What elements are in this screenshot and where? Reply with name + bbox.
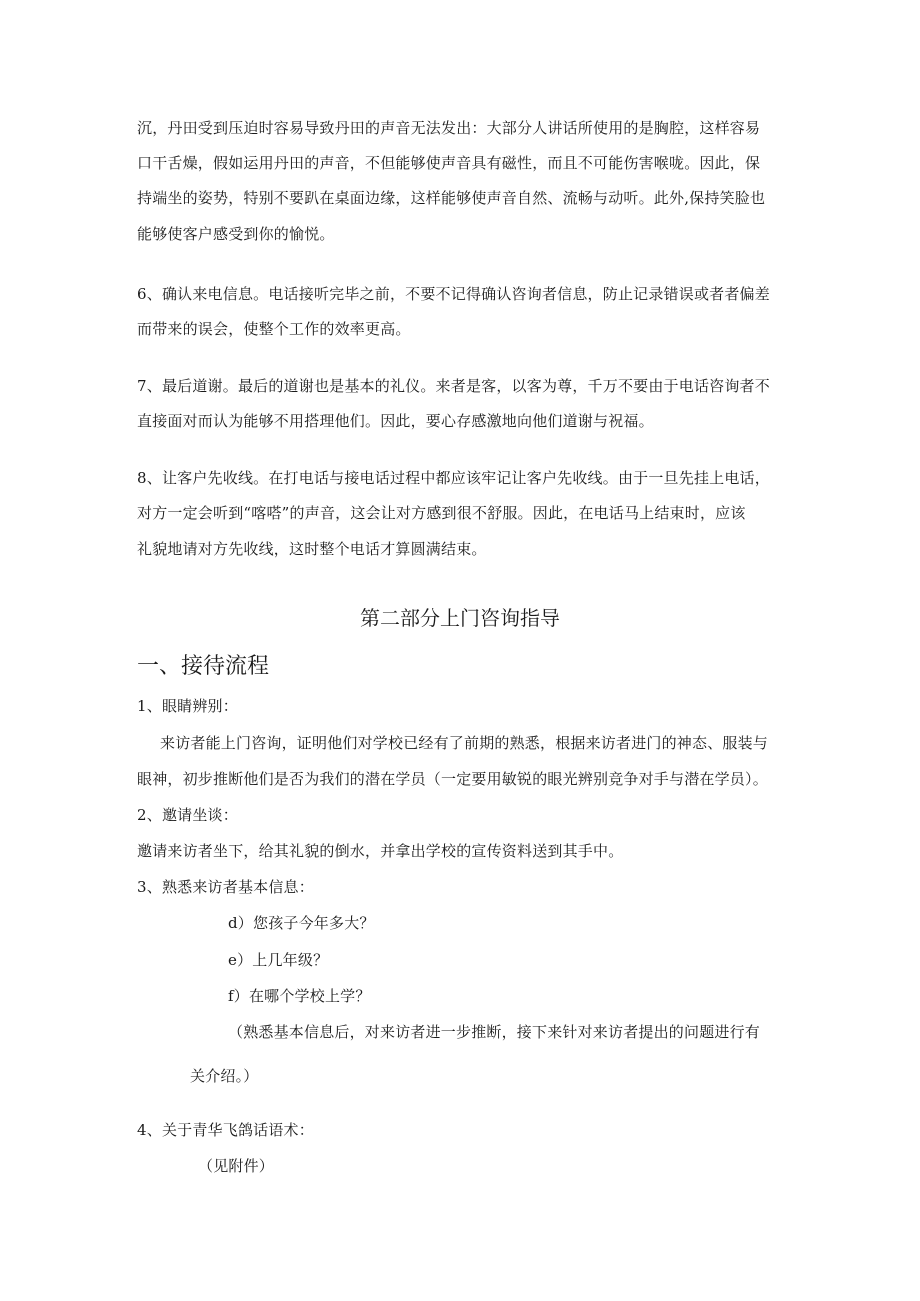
- section-title: 第二部分上门咨询指导: [360, 606, 560, 630]
- item-8-line: 对方一定会听到“喀嗒”的声音，这会让对方感到很不舒服。因此，在电话马上结束时，应该: [137, 504, 746, 522]
- step-4-label: 4、关于青华飞鸽话语术：: [137, 1121, 314, 1139]
- step-1-text: 眼神，初步推断他们是否为我们的潜在学员（一定要用敏锐的眼光辨别竞争对手与潜在学员）。: [137, 770, 768, 788]
- item-8-line: 礼貌地请对方先收线，这时整个电话才算圆满结束。: [137, 540, 487, 558]
- step-3-label: 3、熟悉来访者基本信息：: [137, 878, 314, 896]
- question-item: e）上几年级？: [228, 951, 329, 969]
- item-6-line: 6、确认来电信息。电话接听完毕之前，不要不记得确认咨询者信息，防止记录错误或者者偏差: [137, 285, 770, 303]
- paragraph-line: 口干舌燥，假如运用丹田的声音，不但能够使声音具有磁性，而且不可能伤害喉咙。因此，保: [137, 154, 761, 172]
- step-1-text: 来访者能上门咨询，证明他们对学校已经有了前期的熟悉，根据来访者进门的神态、服装与: [160, 734, 769, 752]
- step-1-label: 1、眼睛辨别：: [137, 697, 238, 715]
- paragraph-line: 能够使客户感受到你的愉悦。: [137, 225, 335, 243]
- step-3-note: （熟悉基本信息后，对来访者进一步推断，接下来针对来访者提出的问题进行有: [228, 1023, 761, 1041]
- item-7-line: 7、最后道谢。最后的道谢也是基本的礼仪。来者是客，以客为尊，千万不要由于电话咨询者不: [137, 377, 770, 395]
- question-item: d）您孩子今年多大？: [228, 914, 375, 932]
- paragraph-line: 沉，丹田受到压迫时容易导致丹田的声音无法发出：大部分人讲话所使用的是胸腔，这样容易: [137, 119, 761, 137]
- item-7-line: 直接面对而认为能够不用搭理他们。因此，要心存感激地向他们道谢与祝福。: [137, 412, 654, 430]
- item-8-line: 8、让客户先收线。在打电话与接电话过程中都应该牢记让客户先收线。由于一旦先挂上电话，: [137, 469, 770, 487]
- step-4-text: （见附件）: [198, 1157, 275, 1175]
- step-3-note: 关介绍。）: [190, 1067, 259, 1085]
- section-heading: 一、接待流程: [137, 654, 270, 679]
- question-item: f）在哪个学校上学？: [228, 987, 371, 1005]
- step-2-label: 2、邀请坐谈：: [137, 806, 238, 824]
- paragraph-line: 持端坐的姿势，特别不要趴在桌面边缘，这样能够使声音自然、流畅与动听。此外,保持笑脸也: [137, 189, 766, 207]
- item-6-line: 而带来的误会，使整个工作的效率更高。: [137, 320, 411, 338]
- step-2-text: 邀请来访者坐下，给其礼貌的倒水，并拿出学校的宣传资料送到其手中。: [137, 842, 624, 860]
